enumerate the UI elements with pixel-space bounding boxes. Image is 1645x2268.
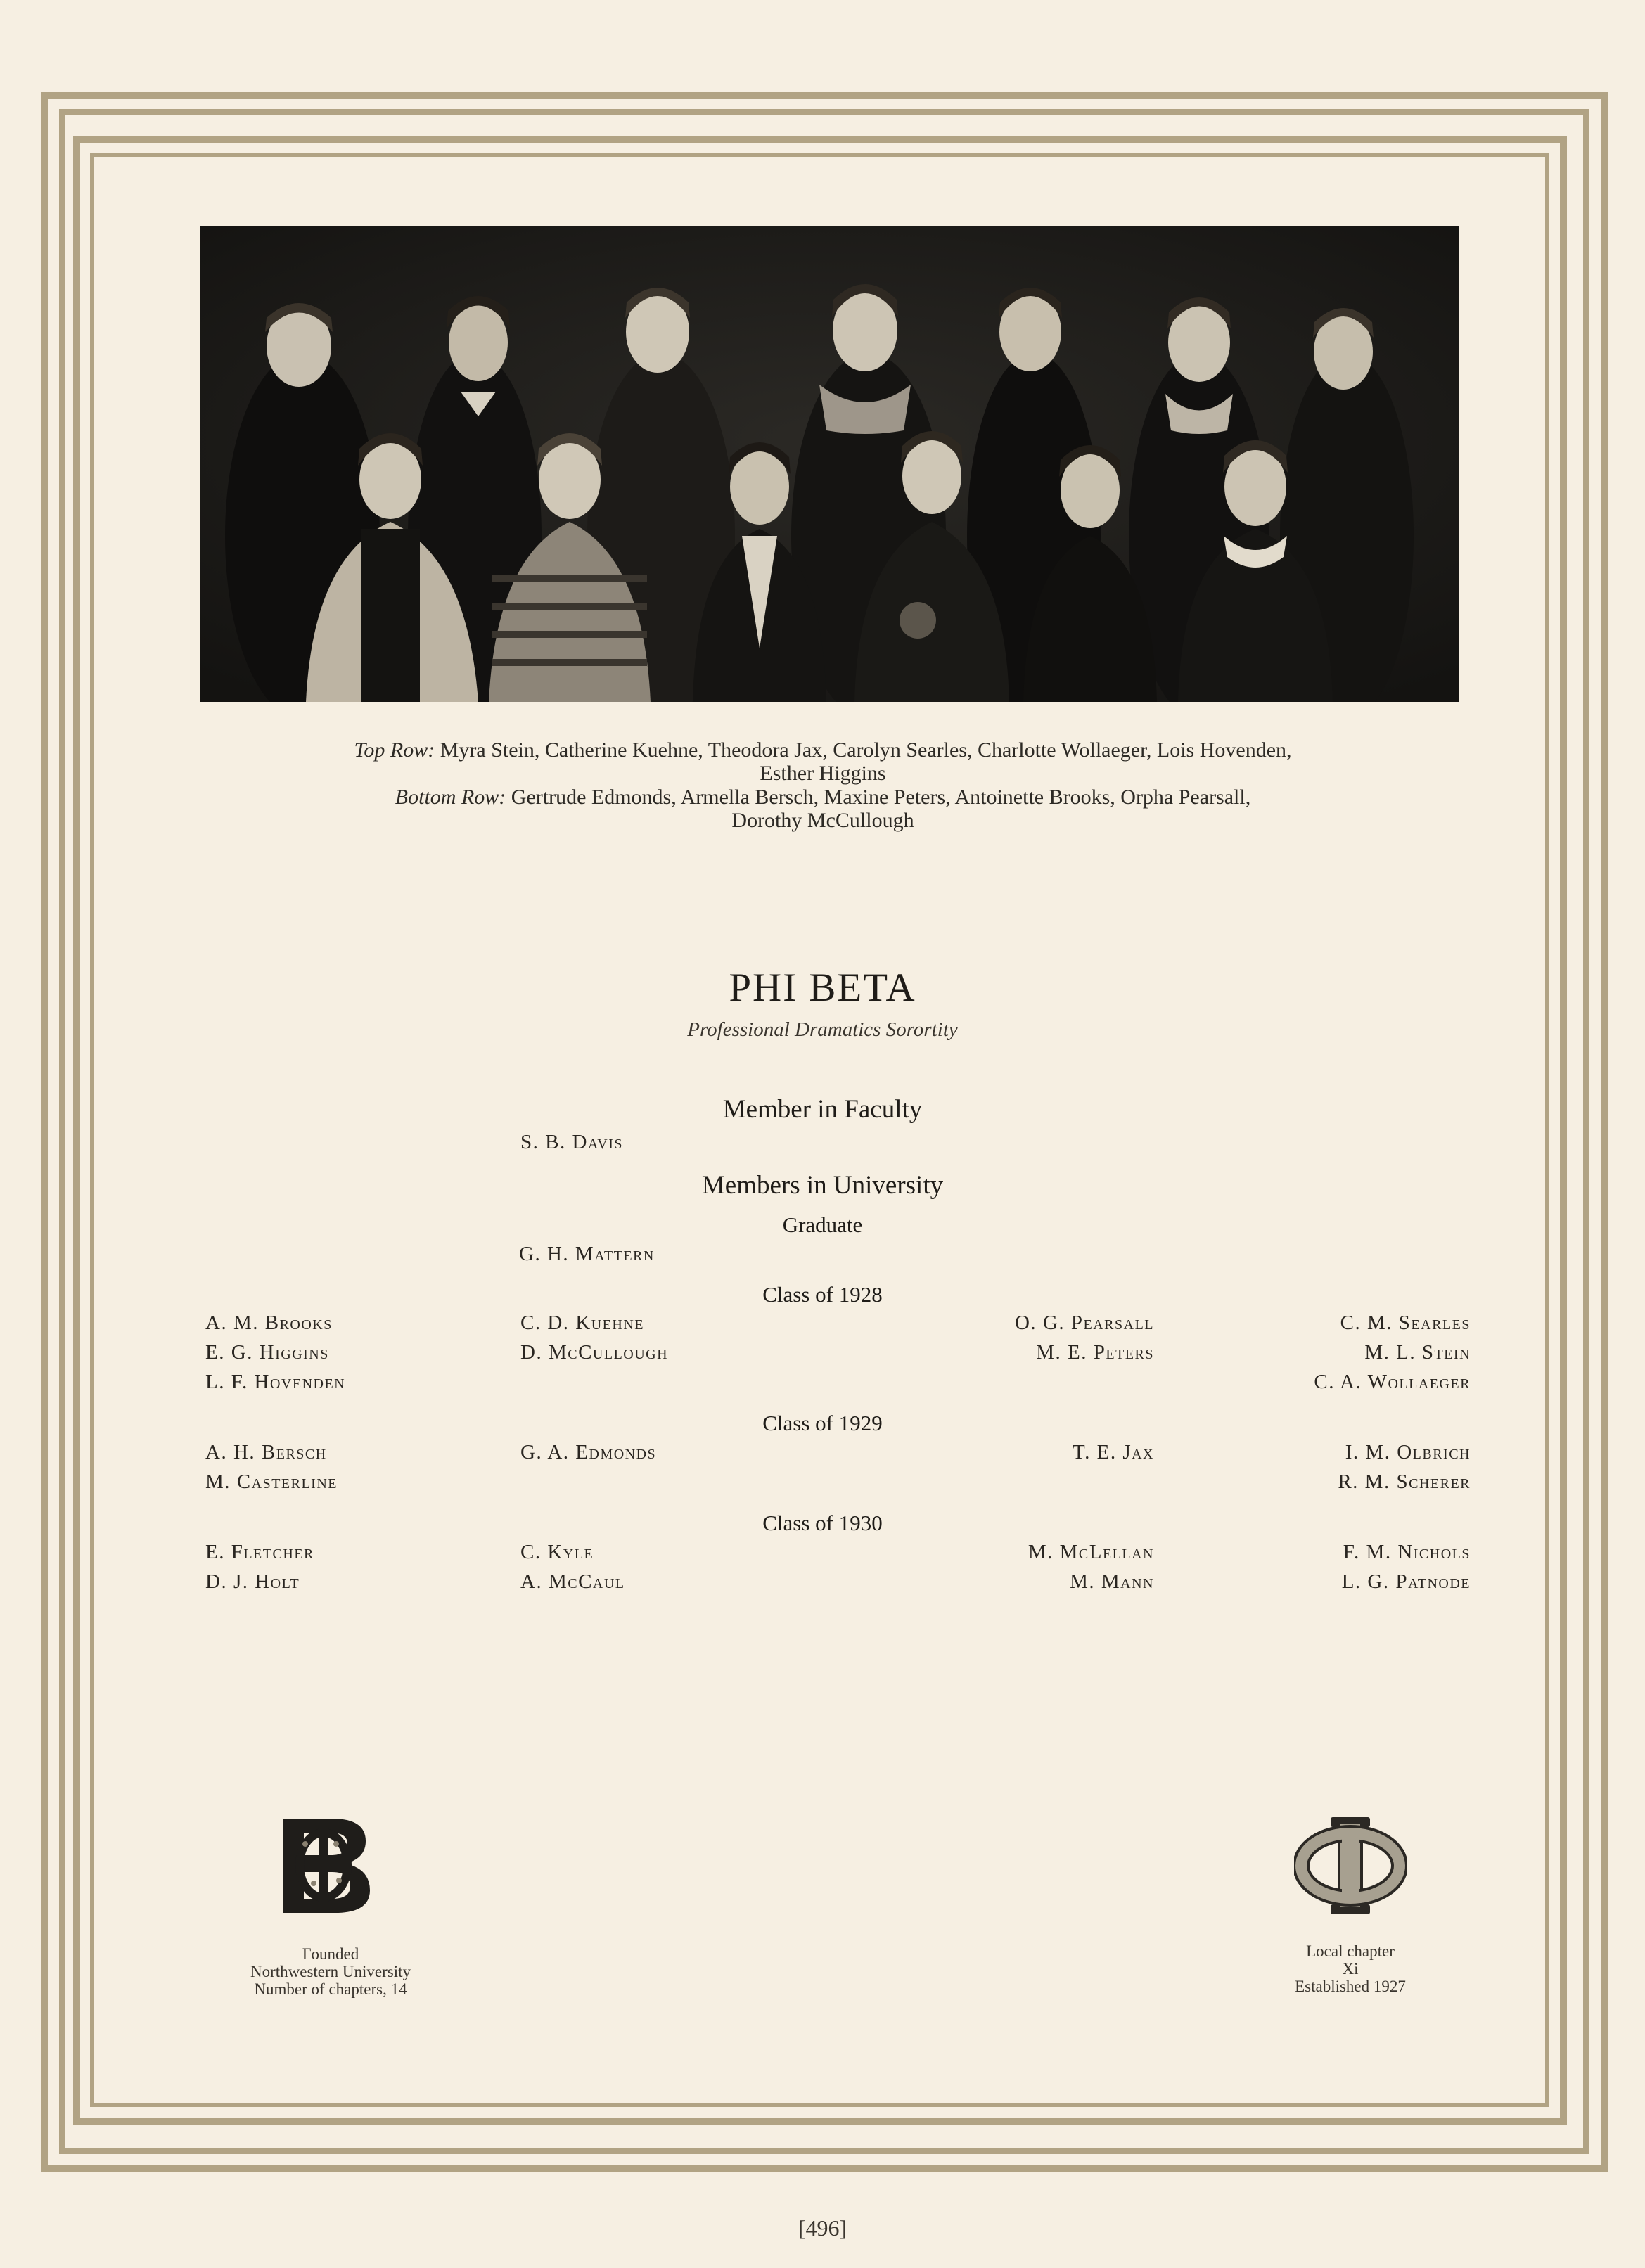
member-name: M. L. Stein <box>1364 1341 1471 1364</box>
member-name: D. J. Holt <box>205 1570 300 1593</box>
member-name: D. McCullough <box>520 1341 669 1364</box>
faculty-name: S. B. Davis <box>520 1131 624 1153</box>
member-name: E. Fletcher <box>205 1541 314 1563</box>
local-info <box>1238 1942 1463 1995</box>
member-name: M. Mann <box>1070 1570 1154 1593</box>
member-name: A. McCaul <box>520 1570 625 1593</box>
local-chapter-name: Xi <box>1342 1960 1359 1978</box>
local-established: Established 1927 <box>1295 1978 1406 1995</box>
page-number: [496] <box>798 2215 847 2241</box>
national-founded: Founded <box>302 1945 359 1963</box>
member-name: F. M. Nichols <box>1343 1541 1471 1563</box>
phi-beta-monogram-icon <box>276 1813 374 1918</box>
member-name: L. F. Hovenden <box>205 1371 346 1393</box>
member-name: O. G. Pearsall <box>1014 1312 1154 1334</box>
member-name: G. A. Edmonds <box>520 1441 657 1463</box>
national-university: Northwestern University <box>250 1963 411 1980</box>
member-name: A. H. Bersch <box>205 1441 327 1463</box>
national-info <box>211 1945 450 1998</box>
member-name: I. M. Olbrich <box>1345 1441 1471 1463</box>
university-heading: Members in University <box>701 1171 944 1200</box>
member-name: R. M. Scherer <box>1338 1471 1471 1493</box>
caption-bottom-names: Gertrude Edmonds, Armella Bersch, Maxine Peters, Antoinette Brooks, Orpha Pearsall, <box>511 786 1251 809</box>
caption-bottom-row-cont: Dorothy McCullough <box>731 809 914 832</box>
class-1929-heading: Class of 1929 <box>762 1411 883 1435</box>
member-name: L. G. Patnode <box>1341 1570 1471 1593</box>
member-name: C. M. Searles <box>1340 1312 1471 1334</box>
member-name: T. E. Jax <box>1073 1441 1154 1463</box>
class-1930-heading: Class of 1930 <box>762 1511 883 1535</box>
caption-top-row-cont: Esther Higgins <box>760 762 886 785</box>
local-chapter-label: Local chapter <box>1306 1942 1395 1960</box>
member-name: C. Kyle <box>520 1541 594 1563</box>
member-name: M. McLellan <box>1028 1541 1154 1563</box>
group-portrait-photo <box>200 226 1459 702</box>
page-title: PHI BETA <box>729 966 916 1010</box>
caption-top-row <box>211 738 1435 762</box>
member-name: C. A. Wollaeger <box>1314 1371 1471 1393</box>
member-name: C. D. Kuehne <box>520 1312 644 1334</box>
national-chapters: Number of chapters, 14 <box>254 1980 407 1998</box>
member-name: E. G. Higgins <box>205 1341 329 1364</box>
phi-letter-icon <box>1294 1813 1407 1918</box>
caption-top-label: Top Row: <box>354 738 435 762</box>
graduate-heading: Graduate <box>782 1212 863 1237</box>
class-1928-heading: Class of 1928 <box>762 1282 883 1307</box>
graduate-name: G. H. Mattern <box>519 1243 655 1265</box>
member-name: M. E. Peters <box>1036 1341 1154 1364</box>
faculty-heading: Member in Faculty <box>722 1095 923 1124</box>
member-name: M. Casterline <box>205 1471 338 1493</box>
caption-bottom-label: Bottom Row: <box>395 786 506 809</box>
member-name: A. M. Brooks <box>205 1312 333 1334</box>
page-subtitle: Professional Dramatics Sorortity <box>687 1018 958 1041</box>
caption-bottom-row <box>211 786 1435 809</box>
caption-top-names: Myra Stein, Catherine Kuehne, Theodora Jax, Carolyn Searles, Charlotte Wollaeger, Lois Hovenden, <box>440 738 1292 762</box>
